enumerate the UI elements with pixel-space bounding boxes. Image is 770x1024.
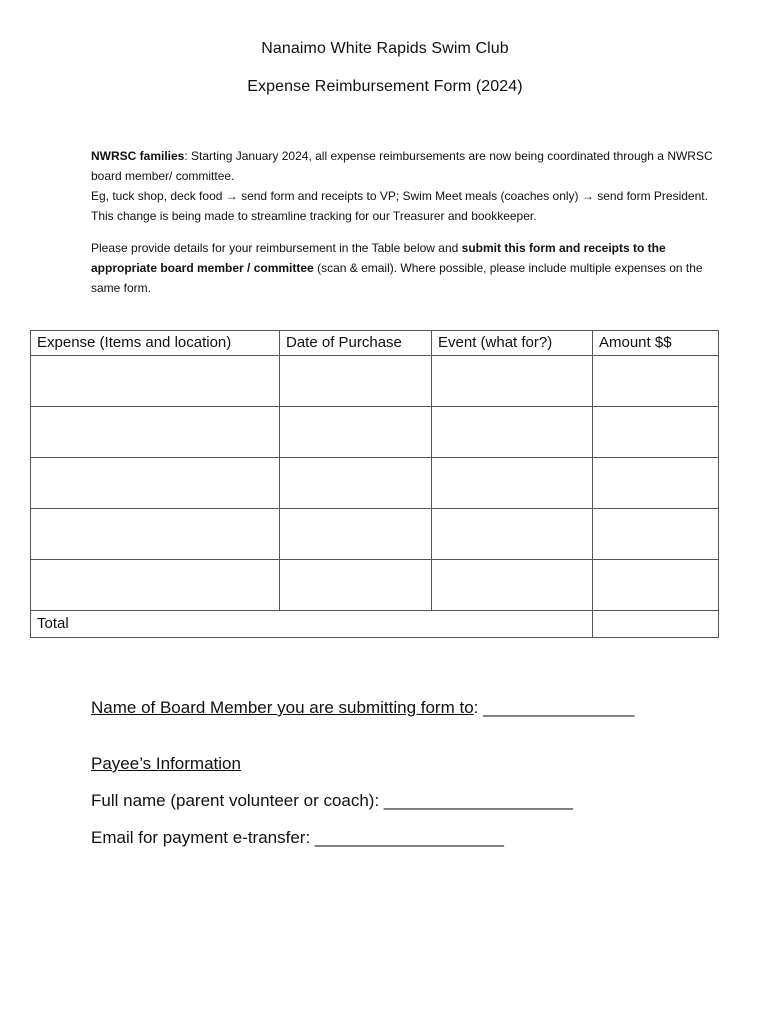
intro-text-2a: Eg, tuck shop, deck food <box>91 189 226 203</box>
expense-cell[interactable] <box>31 407 280 458</box>
table-row <box>31 560 719 611</box>
expense-cell[interactable] <box>31 356 280 407</box>
arrow-right-icon: → <box>581 189 594 203</box>
event-cell[interactable] <box>432 407 593 458</box>
event-cell[interactable] <box>432 458 593 509</box>
expense-cell[interactable] <box>31 458 280 509</box>
amount-cell[interactable] <box>593 509 719 560</box>
intro-bold-lead: NWRSC families <box>91 149 185 163</box>
table-row <box>31 509 719 560</box>
table-row <box>31 407 719 458</box>
club-name: Nanaimo White Rapids Swim Club <box>261 40 509 57</box>
amount-cell[interactable] <box>593 356 719 407</box>
total-label: Total <box>31 611 593 638</box>
column-header-amount: Amount $$ <box>593 331 719 356</box>
details-text-1: Please provide details for your reimbursement in the Table below and <box>91 241 462 255</box>
payee-heading: Payee’s Information <box>91 754 241 773</box>
email-field[interactable]: Email for payment e-transfer: ____________________ <box>91 828 505 847</box>
board-member-label: Name of Board Member you are submitting form to <box>91 698 474 717</box>
intro-text-1: : Starting January 2024, all expense reimbursements are now being coordinated through a NWRSC board member/ committee. <box>91 149 713 183</box>
total-row <box>31 611 719 638</box>
date-cell[interactable] <box>280 407 432 458</box>
date-cell[interactable] <box>280 458 432 509</box>
date-cell[interactable] <box>280 356 432 407</box>
intro-text-2b: send form and receipts to VP; Swim Meet meals (coaches only) <box>237 189 582 203</box>
details-text-2: (scan & email). Where possible, please include multiple expenses on the same form. <box>91 261 703 295</box>
table-row <box>31 356 719 407</box>
intro-paragraph <box>91 146 721 226</box>
column-header-expense: Expense (Items and location) <box>31 331 280 356</box>
table-row <box>31 458 719 509</box>
board-member-field[interactable]: : ________________ <box>473 698 635 717</box>
date-cell[interactable] <box>280 509 432 560</box>
event-cell[interactable] <box>432 509 593 560</box>
amount-cell[interactable] <box>593 458 719 509</box>
total-amount-cell[interactable] <box>593 611 719 638</box>
expense-cell[interactable] <box>31 560 280 611</box>
expense-cell[interactable] <box>31 509 280 560</box>
amount-cell[interactable] <box>593 407 719 458</box>
amount-cell[interactable] <box>593 560 719 611</box>
event-cell[interactable] <box>432 356 593 407</box>
column-header-event: Event (what for?) <box>432 331 593 356</box>
arrow-right-icon: → <box>225 189 238 203</box>
date-cell[interactable] <box>280 560 432 611</box>
details-paragraph <box>91 238 721 298</box>
expense-table <box>30 330 719 638</box>
intro-text-2c: send form President. This change is being made to streamline tracking for our Treasurer and bookkeeper. <box>91 189 708 223</box>
column-header-date: Date of Purchase <box>280 331 432 356</box>
table-header-row <box>31 331 719 356</box>
details-bold: submit this form and receipts to the appropriate board member / committee <box>91 241 666 275</box>
form-title: Expense Reimbursement Form (2024) <box>247 78 523 95</box>
event-cell[interactable] <box>432 560 593 611</box>
full-name-field[interactable]: Full name (parent volunteer or coach): ____________________ <box>91 791 574 810</box>
board-member-line <box>91 698 634 718</box>
